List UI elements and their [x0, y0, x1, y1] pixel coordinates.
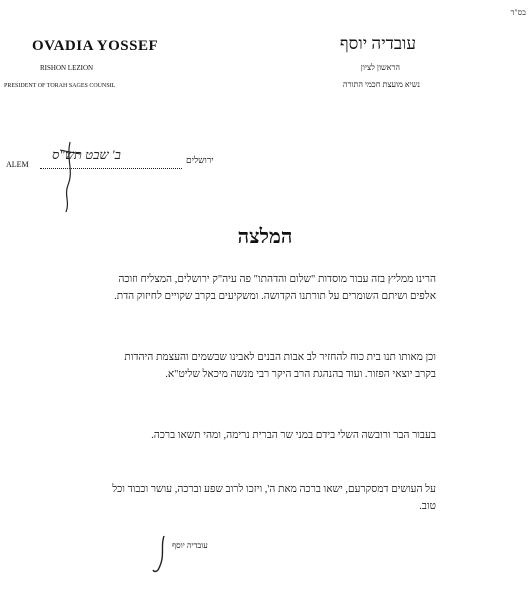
name-hebrew: עובדיה יוסף — [339, 34, 416, 53]
date-label-hebrew: ירושלים — [186, 155, 214, 165]
paragraph-2: וכן מאותו תנו בית כוח להחזיר לב אבות הבנים לאבינו שבשמים והעצמת היהדות בקרב יוצאי הפזור. ועוד בהנהגת הרב היקר רבי מנשה מיכאל שליט"א. — [124, 352, 436, 380]
handwritten-flourish — [56, 140, 84, 215]
role-english: PRESIDENT OF TORAH SAGES COUNSIL — [4, 83, 116, 89]
paragraph-3: בעבור הבר ורובשה השלי בידם במני שר הברית נרימה, ומהי תשאו ברכה. — [151, 430, 436, 441]
role-hebrew: נשיא מועצת חכמי התורה — [342, 80, 420, 89]
signature-mark — [152, 534, 170, 574]
title-hebrew: הראשון לציון — [360, 63, 400, 72]
signature-text: עובדיה יוסף — [172, 541, 208, 550]
paragraph-4: על העושים דמסקרעם, ישאו ברכה מאת ה', ויזכו לרוב שפע וברכה, עושר וכבוד וכל טוב. — [112, 484, 436, 512]
bsd-mark: בס"ד — [510, 8, 526, 17]
name-english: OVADIA YOSSEF — [32, 38, 159, 54]
paragraph-1: הרינו ממליץ בזה עבור מוסדות "שלום והדהתו" פה עיה"ק ירושלים, המצליח וזוכה אלפים ושיתם השומרים על תורתנו הקדושה. ומשקיעים בקרב שקויים לחיזוק הדת. — [114, 274, 436, 302]
date-label-english: ALEM — [6, 160, 29, 169]
letter-title: המלצה — [237, 226, 293, 248]
date-handwritten: ב' שבט תש"ס — [52, 147, 121, 162]
title-english: RISHON LEZION — [40, 64, 94, 72]
